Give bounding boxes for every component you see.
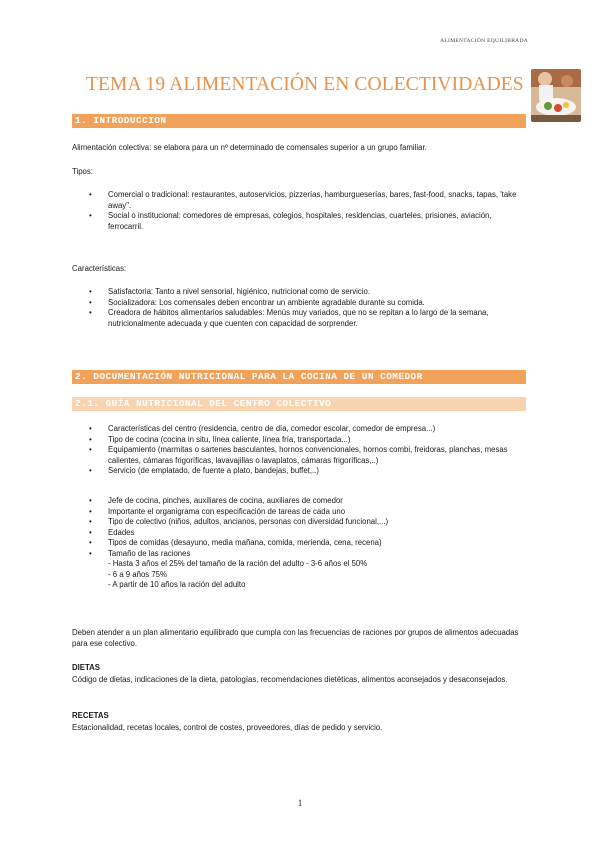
list-item: • Satisfactoria: Tanto a nivel sensorial, higiénico, nutricional como de servicio. xyxy=(89,287,371,296)
list-item: • Tipo de cocina (cocina in situ, línea caliente, línea fría, transportada...) xyxy=(89,434,351,444)
raciones-line: - A partir de 10 años la ración del adulto xyxy=(108,580,246,589)
list-item: • Creadora de hábitos alimentarios saludables: Menús muy variados, que no se repitan a lo largo de la semana, nutricionalmente adecuada y que cuenten con capacidad de sorprender. xyxy=(89,308,489,328)
dietas-label: DIETAS xyxy=(72,663,101,672)
section-heading-introduccion: 1. INTRODUCCION xyxy=(72,114,526,128)
page-number: 1 xyxy=(297,798,303,808)
list-item: • Características del centro (residencia, centro de día, comedor escolar, comedor de empresa...) xyxy=(89,424,436,433)
page-title: TEMA 19 ALIMENTACIÓN EN COLECTIVIDADES xyxy=(86,74,524,95)
raciones-line: - 6 a 9 años 75% xyxy=(108,569,167,579)
list-item: • Importante el organigrama con especificación de tareas de cada uno xyxy=(89,506,346,516)
section-heading-documentacion: 2. DOCUMENTACIÓN NUTRICIONAL PARA LA COCINA DE UN COMEDOR xyxy=(72,370,526,384)
running-header: ALIMENTACIÓN EQUILIBRADA xyxy=(440,38,528,44)
list-item: • Edades xyxy=(89,527,135,537)
personal-list xyxy=(72,496,526,591)
list-item: • Servicio (de emplatado, de fuente a plato, bandejas, buffet,..) xyxy=(89,466,319,475)
list-item: • Jefe de cocina, pinches, auxiliares de cocina, auxiliares de comedor xyxy=(89,496,343,505)
recetas-label: RECETAS xyxy=(72,711,109,720)
list-item: • Socializadora: Los comensales deben encontrar un ambiente agradable durante su comida. xyxy=(89,297,425,307)
plan-text: Deben atender a un plan alimentario equilibrado que cumpla con las frecuencias de raciones por grupos de alimentos adecuadas para ese colectivo. xyxy=(72,628,519,648)
raciones-line: - Hasta 3 años el 25% del tamaño de la ración del adulto - 3-6 años el 50% xyxy=(108,559,368,568)
subsection-heading-guia: 2.1. GUÍA NUTRICIONAL DEL CENTRO COLECTIVO xyxy=(72,397,526,411)
list-item: • Equipamiento (marmitas o sartenes basculantes, hornos convencionales, hornos combi, freidoras, planchas, mesas calientes, cámaras frigoríficas, lavavajillas o lavaplatos, cámaras frigoríficas,..) xyxy=(89,445,508,465)
caracteristicas-label: Características: xyxy=(72,264,127,273)
list-item: • Tipo de colectivo (niños, adultos, ancianos, personas con diversidad funcional,...) xyxy=(89,517,389,526)
caracteristicas-list xyxy=(72,287,526,329)
tipos-label: Tipos: xyxy=(72,167,93,176)
food-photo xyxy=(531,69,581,122)
list-item: • Comercial o tradicional: restaurantes, autoservicios, pizzerías, hamburgueserías, bares, fast-food, snacks, tapas, 'take away". xyxy=(89,190,517,210)
list-item: • Tipos de comidas (desayuno, media mañana, comida, merienda, cena, recena) xyxy=(89,538,382,547)
dietas-text: Código de dietas, indicaciones de la dieta, patologías, recomendaciones dietéticas, alimentos aconsejados y desaconsejados. xyxy=(72,675,508,684)
recetas-text: Estacionalidad, recetas locales, control de costes, proveedores, días de pedido y servicio. xyxy=(72,723,383,732)
tipos-list xyxy=(72,190,526,232)
definition-text: Alimentación colectiva: se elabora para un nº determinado de comensales superior a un grupo familiar. xyxy=(72,143,427,152)
list-item: • Tamaño de las raciones - Hasta 3 años el 25% del tamaño de la ración del adulto - 3-6 años el 50% - 6 a 9 años 75% - A partir de 10 años la ración del adulto xyxy=(72,549,526,591)
centro-list xyxy=(72,424,526,477)
list-item: • Social o institucional: comedores de empresas, colegios, hospitales, residencias, cuarteles, prisiones, aviación, ferrocarril. xyxy=(89,211,492,231)
